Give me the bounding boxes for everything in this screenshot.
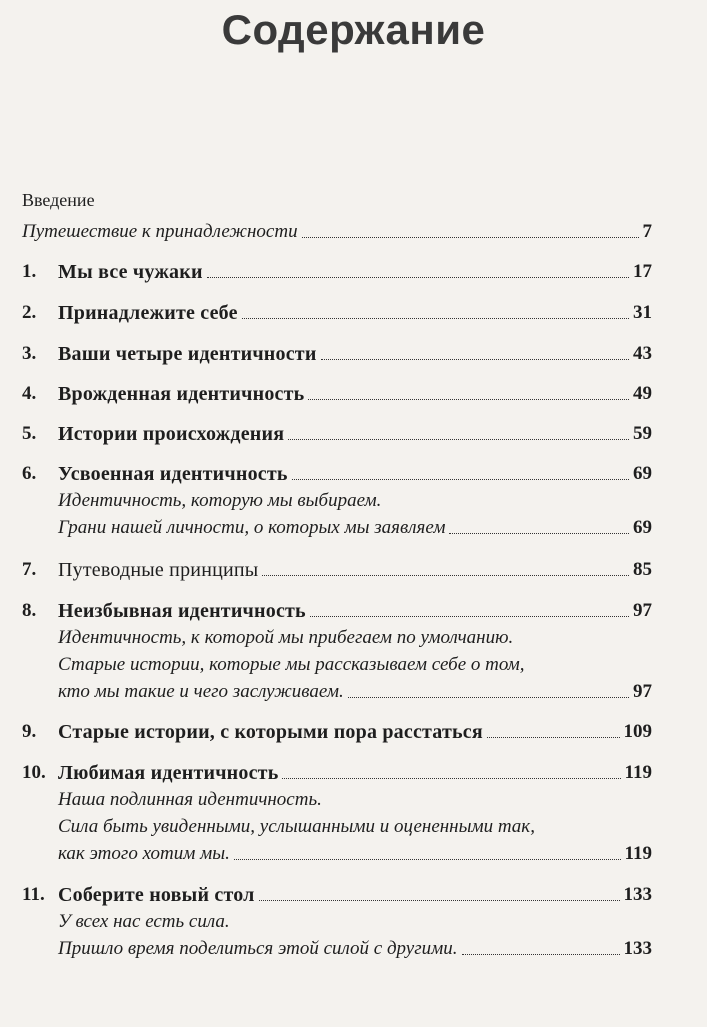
leader-dots xyxy=(302,237,639,238)
chapter-entry-1[interactable] xyxy=(22,256,652,284)
chapter-title: Врожденная идентичность xyxy=(58,383,305,405)
chapter-subtitle-line xyxy=(22,784,652,812)
chapter-entry-7[interactable] xyxy=(22,554,652,582)
chapter-number: 6. xyxy=(22,463,37,484)
chapter-number: 5. xyxy=(22,423,37,444)
chapter-subtitle: Идентичность, к которой мы прибегаем по умолчанию. xyxy=(58,627,514,648)
chapter-entry-6[interactable] xyxy=(22,458,652,486)
leader-dots xyxy=(288,439,629,440)
page-title: Содержание xyxy=(221,6,486,53)
chapter-subtitle-entry[interactable] xyxy=(22,933,652,961)
chapter-entry-10[interactable] xyxy=(22,757,652,785)
page-number: 133 xyxy=(623,938,652,959)
leader-dots xyxy=(462,954,620,955)
leader-dots xyxy=(262,575,629,576)
page-number: 119 xyxy=(624,762,652,783)
chapter-subtitle: Сила быть увиденными, услышанными и оцененными так, xyxy=(58,816,535,837)
chapter-entry-11[interactable] xyxy=(22,879,652,907)
chapter-title: Соберите новый стол xyxy=(58,884,255,906)
page-number: 133 xyxy=(623,884,652,905)
page-number: 59 xyxy=(633,423,652,444)
chapter-title: Неизбывная идентичность xyxy=(58,600,306,622)
chapter-number: 9. xyxy=(22,721,37,742)
chapter-title: Путеводные принципы xyxy=(58,559,259,581)
chapter-subtitle: Пришло время поделиться этой силой с другими. xyxy=(58,938,458,959)
leader-dots xyxy=(487,737,620,738)
chapter-subtitle-entry[interactable] xyxy=(22,676,652,704)
page-number: 97 xyxy=(633,681,652,702)
chapter-number: 2. xyxy=(22,302,37,323)
chapter-subtitle: Идентичность, которую мы выбираем. xyxy=(58,490,382,511)
chapter-subtitle: Грани нашей личности, о которых мы заявляем xyxy=(58,517,446,538)
chapter-subtitle-line xyxy=(22,485,652,513)
intro-entry[interactable] xyxy=(22,216,652,244)
chapter-number: 3. xyxy=(22,343,37,364)
page-number: 69 xyxy=(633,463,652,484)
page-number: 49 xyxy=(633,383,652,404)
leader-dots xyxy=(348,697,629,698)
chapter-subtitle: Старые истории, которые мы рассказываем себе о том, xyxy=(58,654,525,675)
page-number: 119 xyxy=(624,843,652,864)
leader-dots xyxy=(449,533,629,534)
chapter-title: Любимая идентичность xyxy=(58,762,279,784)
chapter-entry-4[interactable] xyxy=(22,378,652,406)
page-number: 17 xyxy=(633,261,652,282)
leader-dots xyxy=(308,399,629,400)
page-number: 7 xyxy=(642,221,652,242)
chapter-number: 8. xyxy=(22,600,37,621)
chapter-subtitle: как этого хотим мы. xyxy=(58,843,230,864)
page-number: 69 xyxy=(633,517,652,538)
chapter-entry-8[interactable] xyxy=(22,595,652,623)
chapter-title: Старые истории, с которыми пора расстаться xyxy=(58,721,483,743)
page-number: 97 xyxy=(633,600,652,621)
chapter-subtitle-line xyxy=(22,622,652,650)
chapter-number: 1. xyxy=(22,261,37,282)
leader-dots xyxy=(259,900,620,901)
page-number: 85 xyxy=(633,559,652,580)
leader-dots xyxy=(282,778,620,779)
leader-dots xyxy=(310,616,629,617)
chapter-subtitle-line xyxy=(22,906,652,934)
chapter-title: Принадлежите себе xyxy=(58,302,238,324)
chapter-number: 10. xyxy=(22,762,46,783)
chapter-title: Ваши четыре идентичности xyxy=(58,343,317,365)
chapter-title: Усвоенная идентичность xyxy=(58,463,288,485)
leader-dots xyxy=(292,479,629,480)
chapter-subtitle: У всех нас есть сила. xyxy=(58,911,230,932)
chapter-subtitle-line xyxy=(22,811,652,839)
chapter-number: 4. xyxy=(22,383,37,404)
leader-dots xyxy=(321,359,629,360)
chapter-subtitle-entry[interactable] xyxy=(22,838,652,866)
chapter-entry-5[interactable] xyxy=(22,418,652,446)
chapter-number: 11. xyxy=(22,884,45,905)
leader-dots xyxy=(207,277,629,278)
leader-dots xyxy=(234,859,621,860)
chapter-entry-3[interactable] xyxy=(22,338,652,366)
intro-subtitle: Путешествие к принадлежности xyxy=(22,221,298,242)
chapter-number: 7. xyxy=(22,559,37,580)
chapter-subtitle: Наша подлинная идентичность. xyxy=(58,789,322,810)
chapter-entry-2[interactable] xyxy=(22,297,652,325)
leader-dots xyxy=(242,318,629,319)
intro-heading: Введение xyxy=(22,190,95,210)
page-number: 43 xyxy=(633,343,652,364)
chapter-subtitle-line xyxy=(22,649,652,677)
page-number: 109 xyxy=(623,721,652,742)
chapter-subtitle-entry[interactable] xyxy=(22,512,652,540)
page-number: 31 xyxy=(633,302,652,323)
chapter-entry-9[interactable] xyxy=(22,716,652,744)
chapter-title: Мы все чужаки xyxy=(58,261,203,283)
chapter-title: Истории происхождения xyxy=(58,423,285,445)
chapter-subtitle: кто мы такие и чего заслуживаем. xyxy=(58,681,344,702)
